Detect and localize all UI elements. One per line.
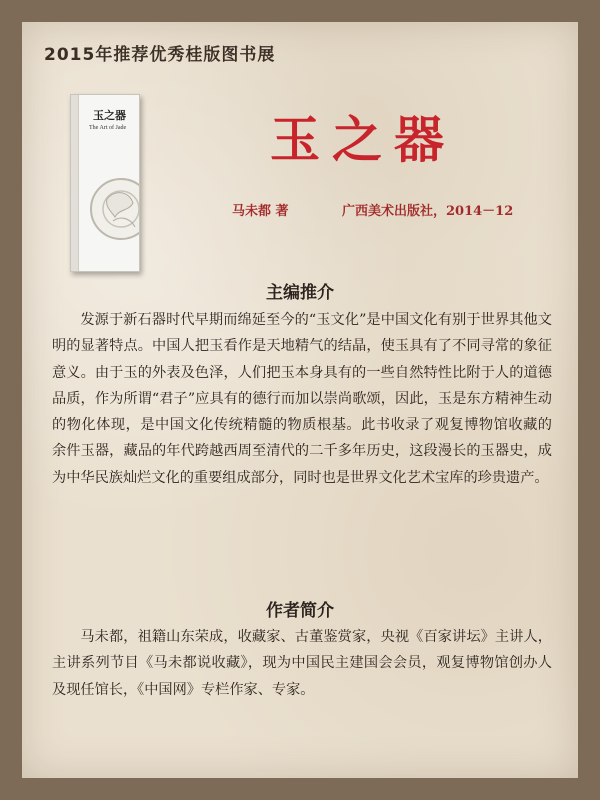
jade-disc-illustration bbox=[85, 165, 140, 255]
book-cover-image bbox=[70, 94, 140, 272]
author-intro-body: 马未都，祖籍山东荣成，收藏家、古董鉴赏家，央视《百家讲坛》主讲人，主讲系列节目《马未都说收藏》，现为中国民主建国会会员，观复博物馆创办人及现任馆长，《中国网》专栏作家、专家。 bbox=[52, 629, 552, 698]
book-author: 马未都 著 bbox=[232, 204, 289, 219]
book-cover-subtitle: The Art of Jade bbox=[89, 125, 127, 131]
book-title: 玉之器 bbox=[270, 110, 456, 169]
author-intro-heading: 作者简介 bbox=[266, 601, 334, 621]
editor-recommendation-heading: 主编推介 bbox=[266, 283, 334, 303]
poster bbox=[22, 22, 578, 778]
editor-recommendation-body: 发源于新石器时代早期而绵延至今的“玉文化”是中国文化有别于世界其他文明的显著特点。中国人把玉看作是天地精气的结晶，使玉具有了不同寻常的象征意义。由于玉的外表及色泽，人们把玉本身具有的一些自然特性比附于人的道德品质，作为所谓“君子”应具有的德行而加以崇尚歌颂，因此，玉是东方精神生动的物化体现，是中国文化传统精髓的物质根基。此书收录了观复博物馆收藏的 余件玉器，藏品的年代跨越西周至清代的二千多年历史，这段漫长的玉器史，成为中华民族灿烂文化的重要组成部分，同时也是世界文化艺术宝库的珍贵遗产。 bbox=[52, 312, 552, 486]
book-publisher: 广西美术出版社，2014－12 bbox=[342, 204, 514, 219]
book-cover-title: 玉之器 bbox=[93, 109, 126, 122]
book-spine bbox=[71, 95, 79, 271]
exhibition-title: 2015年推荐优秀桂版图书展 bbox=[44, 45, 276, 65]
